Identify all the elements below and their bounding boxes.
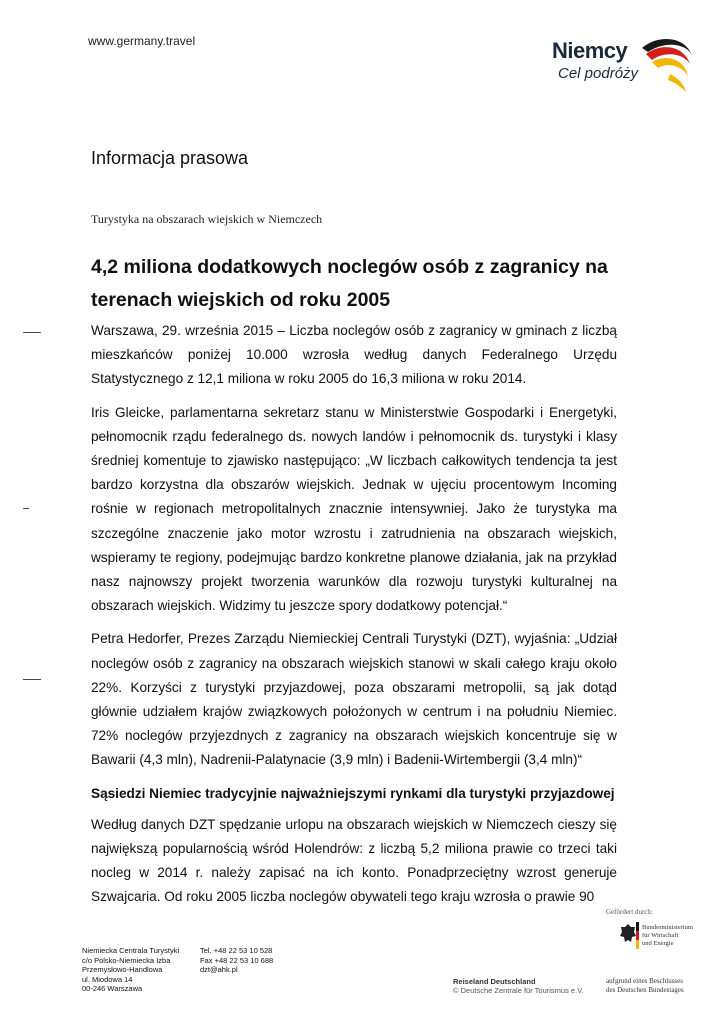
decision-line: aufgrund eines Beschlusses [606,977,683,985]
phone-number: Tel. +48 22 53 10 528 [200,946,273,955]
ministry-line: Bundesministerium [642,924,693,931]
address-line: c/o Polsko-Niemiecka Izba [82,955,171,965]
paragraph-gleicke-quote: Iris Gleicke, parlamentarna sekretarz stanu w Ministerstwie Gospodarki i Energetyki, pełnomocnik rządu federalnego ds. nowych landów i pełnomocnik ds. turystyki i klasy średniej komentuje to zjawisko następująco: „W liczbach całkowitych tendencja ta jest bardzo korzystna dla obszarów wiejskich. Jednak w ujęciu procentowym Incoming rośnie w regionach metropolitalnych znacznie intensywniej. Jako że turystyka ma szczególne znaczenie jako motor wzrostu i zatrudnienia na obszarach wiejskich, wspieramy te regiony, podejmując bardzo konkretne planowe działania, jak na przykład nasz najnowszy projekt tworzenia warunków dla rozwoju turystyki kulturalnej na obszarach wiejskich. Widzimy tu jeszcze spory dodatkowy potencjał.“ [91,404,617,614]
address-line: ul. Miodowa 14 [82,974,133,984]
ministry-line: für Wirtschaft [642,932,679,939]
section-subheading: Sąsiedzi Niemiec tradycyjnie najważniejszymi rynkami dla turystyki przyjazdowej [91,785,615,801]
body-text [91,319,617,919]
funded-by-label: Gefördert durch: [606,908,653,916]
flag-stripe-red [636,931,639,940]
fax-number: Fax +48 22 53 10 688 [200,955,274,965]
eagle-icon [618,922,638,948]
flag-stripe-gold [636,940,639,949]
flag-stripe-black [636,922,639,931]
ministry-line: und Energie [642,940,674,947]
press-release-label: Informacja prasowa [91,148,249,168]
ministry-logo [614,922,709,966]
logo-swoosh-icon [634,34,696,94]
fold-mark-top [23,332,41,333]
ministry-name [642,924,693,948]
address-line: Niemiecka Centrala Turystyki [82,946,180,955]
email-address: dzt@ahk.pl [200,965,238,974]
address-line: 00-246 Warszawa [82,984,143,993]
logo-subtitle: Cel podróży [558,65,639,82]
paragraph-intro: Warszawa, 29. września 2015 – Liczba noclegów osób z zagranicy w gminach z liczbą mieszkańców poniżej 10.000 wzrosła według danych Federalnego Urzędu Statystycznego z 12,1 miliona w roku 2005 do 16,3 miliona w roku 2014. [91,323,617,387]
logo-title: Niemcy [552,38,628,63]
punch-mark [23,508,29,509]
paragraph-hedorfer-quote: Petra Hedorfer, Prezes Zarządu Niemieckiej Centrali Turystyki (DZT), wyjaśnia: „Udział noclegów osób z zagranicy na obszarach wiejskich stanowi w skali całego kraju około 22%. Korzyści z turystyki przyjazdowej, poza obszarami metropolii, są jak dotąd głównie udziałem krajów związkowych położonych w centrum i na południu Niemiec. 72% noclegów przyjezdnych z zagranicy na obszarach wiejskich koncentruje się w Bawarii (4,3 mln), Nadrenii-Palatynacie (3,9 mln) i Badenii-Wirtembergii (3,4 mln)“ [91,631,617,768]
niemcy-logo [548,34,698,94]
fold-mark-bottom [23,679,41,680]
bundestag-decision [606,977,684,995]
reiseland-copyright: © Deutsche Zentrale für Tourismus e.V. [453,986,584,995]
paragraph-dzt-data: Według danych DZT spędzanie urlopu na obszarach wiejskich w Niemczech cieszy się największą popularnością wśród Holendrów: z liczbą 5,2 miliona prawie co trzeci taki nocleg w 2014 r. należy zapisać na ich konto. Ponadprzeciętny wzrost generuje Szwajcaria. Od roku 2005 liczba noclegów obywateli tego kraju wzrosła o prawie 90 [91,816,617,905]
subject-line: Turystyka na obszarach wiejskich w Niemczech [91,212,323,226]
reiseland-logo [453,977,584,995]
address-line: Przemysłowo-Handlowa [82,965,163,974]
headline: 4,2 miliona dodatkowych noclegów osób z zagranicy na terenach wiejskich od roku 2005 [91,256,608,311]
footer-address [82,946,179,994]
reiseland-title: Reiseland Deutschland [453,977,536,986]
website-url: www.germany.travel [88,34,196,48]
decision-line: des Deutschen Bundestages [606,986,684,994]
footer-contact [200,946,273,975]
